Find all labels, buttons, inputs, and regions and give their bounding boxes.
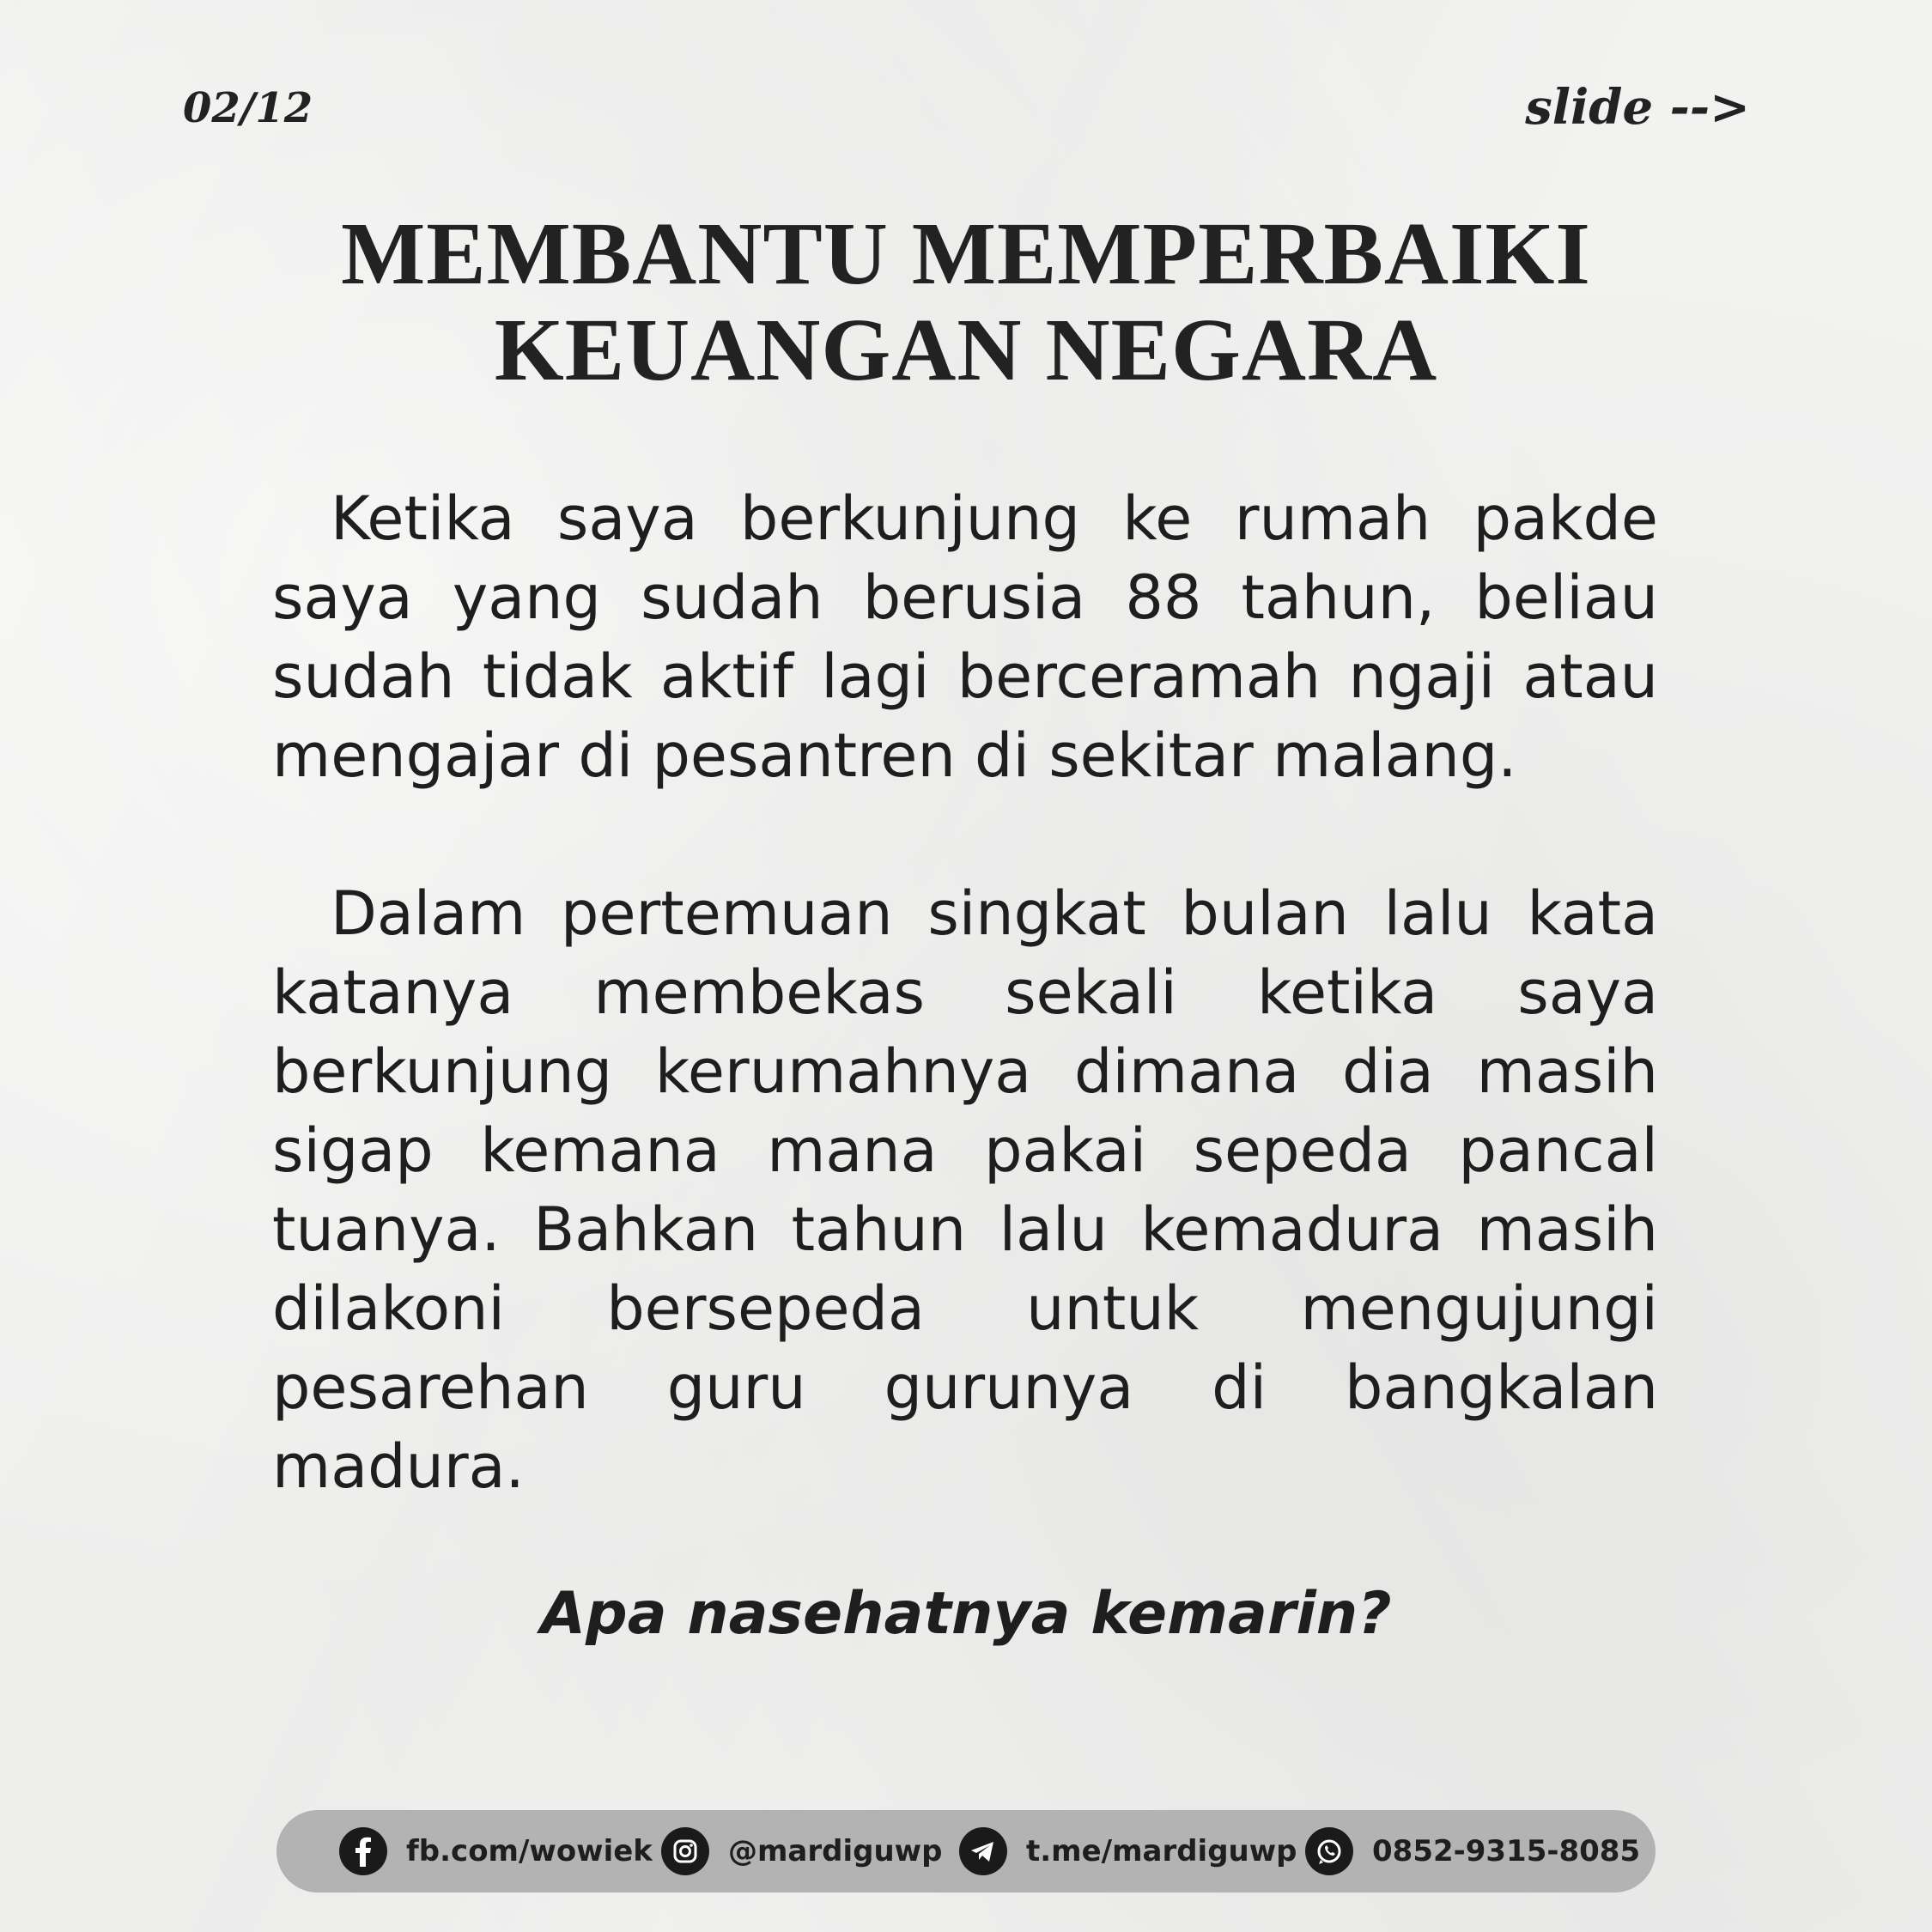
body-paragraph-1: Ketika saya berkunjung ke rumah pakde saya yang sudah berusia 88 tahun, beliau sudah tidak aktif lagi berceramah ngaji atau mengajar di pesantren di sekitar malang. <box>272 483 1658 791</box>
facebook-icon <box>339 1827 387 1875</box>
slide-hint: slide --> <box>1525 79 1750 136</box>
contact-facebook[interactable] <box>339 1810 653 1893</box>
telegram-icon <box>959 1827 1007 1875</box>
whatsapp-icon <box>1305 1827 1353 1875</box>
contact-label: 0852-9315-8085 <box>1372 1834 1641 1868</box>
page-title <box>0 206 1932 398</box>
contact-label: fb.com/wowiek <box>406 1834 653 1868</box>
contact-footer <box>276 1810 1656 1893</box>
contact-label: t.me/mardiguwp <box>1026 1834 1297 1868</box>
contact-whatsapp[interactable] <box>1305 1810 1640 1893</box>
contact-label: @mardiguwp <box>728 1834 943 1868</box>
instagram-icon <box>661 1827 709 1875</box>
contact-telegram[interactable] <box>959 1810 1297 1893</box>
body-paragraph-2: Dalam pertemuan singkat bulan lalu kata katanya membekas sekali ketika saya berkunjung kerumahnya dimana dia masih sigap kemana mana pakai sepeda pancal tuanya. Bahkan tahun lalu kemadura masih dilakoni bersepeda untuk mengujungi pesarehan guru gurunya di bangkalan madura. <box>272 878 1658 1502</box>
title-line-2: KEUANGAN NEGARA <box>494 301 1438 399</box>
title-line-1: MEMBANTU MEMPERBAIKI <box>341 204 1591 303</box>
slide-number: 02/12 <box>183 84 313 132</box>
closing-question: Apa nasehatnya kemarin? <box>540 1580 1392 1648</box>
contact-instagram[interactable] <box>661 1810 942 1893</box>
